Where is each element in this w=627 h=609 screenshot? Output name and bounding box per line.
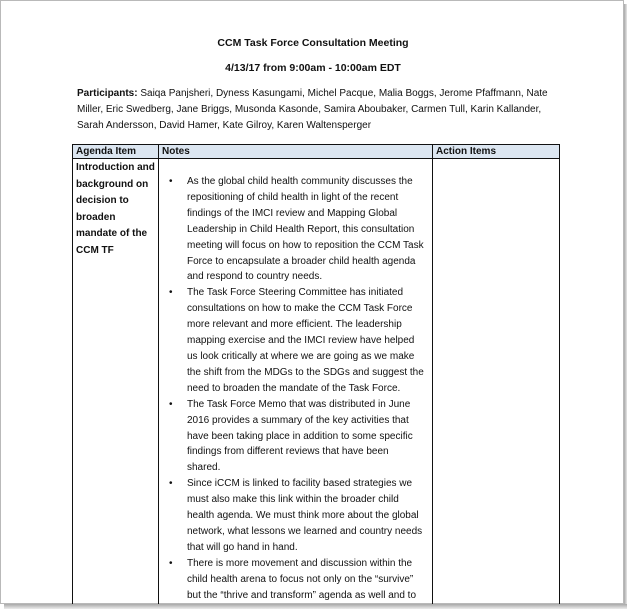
- note-text: There is more movement and discussion within the child health arena to focus not only on the “survive” but the “thrive and transform” agenda as well and to: [187, 557, 417, 601]
- list-item: [169, 285, 424, 396]
- action-items-cell: [433, 159, 560, 609]
- note-text: The Task Force Memo that was distributed in June 2016 provides a summary of the key activities that have been taking place in addition to some specific findings from different reviews that have been shared.: [187, 398, 413, 474]
- agenda-item-cell: Introduction and background on decision to broaden mandate of the CCM TF: [73, 159, 159, 609]
- document-title: CCM Task Force Consultation Meeting: [217, 37, 409, 49]
- agenda-table: [72, 144, 560, 609]
- note-text: Since iCCM is linked to facility based strategies we must also make this link within the broader child health agenda. We must think more about the global network, what lessons we learned and country needs that will go hand in hand.: [187, 478, 423, 553]
- bullet-icon: •: [169, 478, 173, 490]
- list-item: [169, 556, 424, 604]
- list-item: [169, 174, 424, 285]
- participants-label: Participants:: [77, 88, 138, 99]
- participants-paragraph: [77, 86, 559, 134]
- notes-list: [159, 159, 432, 603]
- table-header-row: [73, 145, 560, 159]
- header-agenda-item: Agenda Item: [73, 145, 159, 159]
- page-shadow-bottom: [4, 604, 627, 609]
- note-text: As the global child health community discusses the repositioning of child health in light of the recent findings of the IMCI review and Mapping Global Leadership in Child Health Report, this consultation meeting will focus on how to reposition the CCM Task Force to encapsulate a broader child health agenda and respond to country needs.: [187, 176, 424, 283]
- table-row: [73, 159, 560, 609]
- bullet-icon: •: [169, 176, 173, 187]
- header-action-items: Action Items: [433, 145, 560, 159]
- list-item: [169, 397, 424, 477]
- bullet-icon: •: [169, 398, 173, 410]
- participants-list: Saiqa Panjsheri, Dyness Kasungami, Michel Pacque, Malia Boggs, Jerome Pfaffmann, Nate Miller, Eric Swedberg, Jane Briggs, Musonda Kasonde, Samira Aboubaker, Carmen Tull, Karin Kallander, Sarah Andersson, David Hamer, Kate Gilroy, Karen Waltensperger: [77, 88, 548, 131]
- header-notes: Notes: [159, 145, 433, 159]
- note-text: The Task Force Steering Committee has initiated consultations on how to make the CCM Task Force more relevant and more efficient. The leadership mapping exercise and the IMCI review have helped us look critically at where we are going as we make the shift from the MDGs to the SDGs and suggest the need to broaden the mandate of the Task Force.: [187, 287, 424, 394]
- bullet-icon: •: [169, 557, 173, 569]
- bullet-icon: •: [169, 287, 173, 299]
- list-item: [169, 476, 424, 556]
- meeting-date: 4/13/17 from 9:00am - 10:00am EDT: [225, 62, 401, 74]
- notes-cell: [159, 159, 433, 609]
